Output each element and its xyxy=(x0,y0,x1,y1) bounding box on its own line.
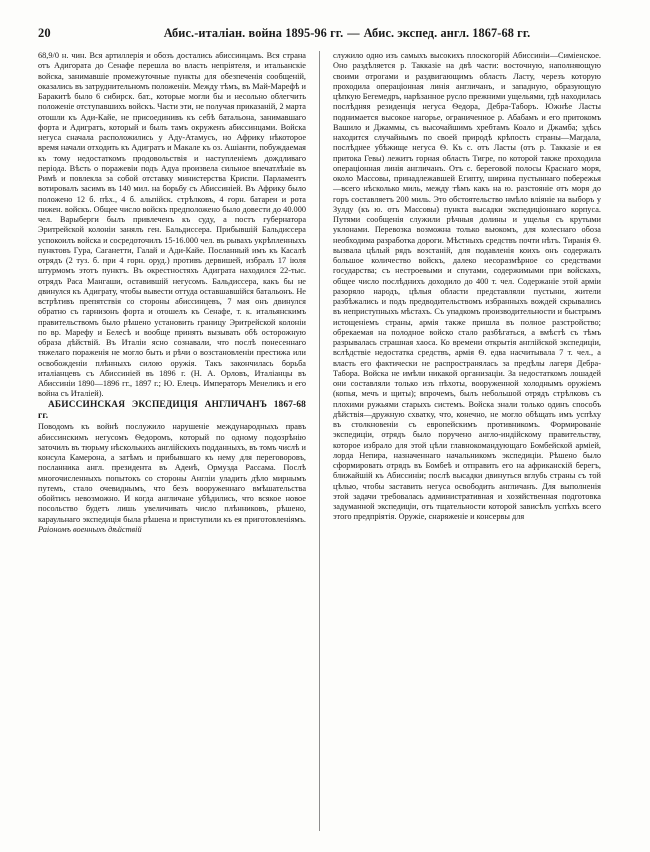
section-body-text: Поводомъ къ войнѣ послужило нарушеніе международныхъ правъ абиссинскимъ негусомъ Ѳедоромъ, который по одному подозрѣнію заточилъ въ тюрьму нѣсколькихъ англійскихъ подданныхъ, въ томъ числѣ и консула Камерона, а затѣмъ и прибывшаго къ нему для переговоровъ, посланника англ. президента въ Адеиѣ, Ормузда Рассама. Послѣ многочисленныхъ попытокъ со стороны Англіи уладить дѣло мирнымъ путемъ, стало очевиднымъ, что безъ вооруженнаго вмѣшательства обойтись невозможно. И когда англичане убѣдились, что всякое новое посольство будетъ лишь увеличивать число плѣнниковъ, рѣшено, караульнаго экспедиція была рѣшена и приступили къ ея приготовленіямъ. xyxy=(38,422,306,524)
running-head-left: Абис.-италіан. война 1895-96 гг. xyxy=(163,26,344,40)
paragraph: служило одно изъ самыхъ высокихъ плоскогорій Абиссиніи—Симіенское. Оно раздѣляется р. Такказіе на двѣ части: восточную, наполняющую своими отрогами и раздвигающимъ область Ласту, черезъ которую проходила операціонная линія англичанъ, и западную, образующую цѣпкую Бегемедръ, нарѣзанное русло прежними ущельями, гдѣ находилась послѣдняя резиденція негуса Ѳедора, Дебра-Таборъ. Южнѣе Ласты поднимается высокое нагорье, ограниченное р. Абабамъ и его притокомъ Вашило и Джаммы, съ высочайшимъ хребтамъ Коало и Джамба; здѣсь находится случайнымъ по своей природѣ крѣпость страны—Магдала, послѣднее убѣжище негуса Ѳ. Къ с. отъ Ласты (отъ р. Такказіе и ея притока Гевы) лежитъ горная область Тигре, по которой также проходила операціонная линія англичанъ. Отъ с. береговой полосы Краснаго моря, около Массовы, принадлежавшей Египту, ширина пустыннаго побережья—всего нѣсколько миль, между тѣмъ какъ на ю. разстояніе отъ моря до горъ составляетъ 200 миль. Это обстоятельство нмѣло вліяніе на выборъ у Зулду (къ ю. отъ Массовы) пункта высадки экспедиціоннаго корпуса. Путями сообщенія служили рѣчныя долины и ущелья съ крутыми уклонами. Перевозка возможна только вьюкомъ, для колеснаго обоза необходима разработка дороги. Мѣстныхъ средствъ почти нѣтъ. Тиранія Ѳ. вызвала цѣлый рядъ возстаній, для подавленія коихъ онъ содержалъ большое количество войскъ, далеко несоразмѣрное со средствами государства; съ нестроевыми и спутами, содержимыми при войскахъ, общее число послѣднихъ доходило до 400 т. чел. Содержаніе этой арміи разоряло народъ, цѣлыя области представляли пустыни, жители разбѣжались и подъ предводительствомъ избранныхъ вождей скрывались въ неприступныхъ мѣстахъ. Съ упадкомъ производительности и быстрымъ истощеніемъ страны, армія также пришла въ полное разстройство; обрекаемая на полодное войско стало разбѣгаться, а вмѣстѣ съ тѣмъ разрывалась страшная хаоса. Ко времени открытія англійской экспедиціи, вслѣдствіе недостатка средствъ, армія Ѳ. едва насчитывала 7 т. чел., а власть его фактически не распространялась за предѣлы лагеря Дебра-Табора. Войска не имѣли никакой организаціи. За недостаткомъ лошадей они составляли только изъ пѣхоты, вооруженной холоднымъ оружіемъ (копья, мечъ и щиты); впрочемъ, былъ небольшой отрядъ стрѣлковъ съ плохими ружьями старыхъ системъ. Войска знали только одинъ способъ дѣйствія—дружную схватку, что, конечно, не могло обѣщать имъ успѣху въ столкновеніи съ европейскимъ противникомъ. Формированіе экспедиціи, отрядъ было поручено англо-индійскому правительству, которое избрало для этой цѣли главнокомандующаго Бомбейской арміей, лорда Непира, назначеннаго начальникомъ экспедиціи. Рѣшено было сформировать отрядъ въ Бомбеѣ и отправить его на африканскій берегъ, ближайшій къ Абиссиніи; послѣ высадки двинуться вглубь страны съ той цѣлью, чтобы заставить негуса освободить англичанъ. Для выполненія этой задачи требовалась административная и хозяйственная подготовка задуманной экспедиціи, отъ тщательности которой зависѣлъ успѣхъ всего этого предпріятія. Оружіе, снаряженіе и консервы для xyxy=(333,51,601,522)
section-heading xyxy=(38,400,306,423)
running-header xyxy=(38,26,612,42)
section-body-italic: Раіономъ военныхъ дѣйствій xyxy=(38,524,142,534)
running-head-right: Абис. экспед. англ. 1867-68 гг. xyxy=(363,26,531,40)
running-head-separator: — xyxy=(347,26,360,40)
right-column xyxy=(320,51,601,831)
section-body xyxy=(38,422,306,535)
two-column-body xyxy=(38,51,612,831)
section-title: АБИССИНСКАЯ ЭКСПЕДИЦІЯ АНГЛИЧАНЪ 1867-68 гг. xyxy=(38,399,306,421)
left-column xyxy=(38,51,320,831)
paragraph: 68,9/0 н. чин. Вся артиллерія и обозъ достались абиссинцамъ. Вся страна отъ Адигората до Сенафе перешла во власть непріятеля, и итальанскіе войска, занимавшіе промежуточные пункты для обезпеченія сообщеній, оказались въ затруднительномъ положеніи. Между тѣмъ, въ Май-Марефѣ и Баракитѣ было 6 сибирск. бат., которые могли бы и несольно облегчить положеніе отступавшихъ войскъ. Части эти, не получая приказаній, 2 марта отошли къ Ади-Кайе, не присоединивъ къ себѣ батальона, занимавшаго форта и Адигратъ, который и былъ тамъ окруженъ абиссинцами. Войска негуса сначала расположились у Аду-Атамусъ, но Африку нѣкоторое время начали отходить къ Адигратъ и Макале къ оз. Ашіанти, побуждаемая къ тому недостаткомъ продовольствія и наступленіемъ дождливаго періода. Вѣсть о поражевіи подъ Адуа произвела сильное впечатлѣніе въ Римѣ и повлекла за собой отставку министерства Криспи. Парламентъ вотировалъ засимъ въ 140 мил. на борьбу съ Абиссиніей. Въ Африку было положено 12 б. пѣх., 4 б. альпійск. стрѣлковъ, 4 горн. батареи и рота пижен. войскъ. Общее число войскъ предположено было довести до 40.000 чел. Варыберги былъ привлеченъ къ суду, а постъ губернатора Эритрейской колоніи занялъ ген. Бальдиссера. Прибывшій Бальдиссера успокоилъ войска и сосредоточилъ 15-16.000 чел. въ рывахъ укрѣпленныхъ пунктовъ Гура, Саганетти, Галай и Ади-Кайе. Посланный имъ къ Касалѣ отрядъ (2 туз. б. при 4 горн. оруд.) противъ дервишей, избралъ 17 іюля штурмомъ этотъ пунктъ. Въ окрестностяхъ Адиграта находился 22-тыс. отрядъ Раса Мангаши, оставившій негусомъ. Бальдиссера, какъ бы не двинулся къ Адиграту, чтобы вывести оттуда оставшавшійся батальонъ. Не встрѣтивъ препятствія со стороны абиссинцевъ, 7 мая онъ двинулся обратно съ гарнизонъ форта и отошелъ къ Сенафе, т. к. итальянскимъ правительствомъ было рѣшено установить границу Эритрейской колоніи по вр. Марефу и Белесѣ и вообще принять вызывать обѣ осторожную образа дѣйствій. Въ Италіи ясно сознавали, что послѣ понесеннаго тяжелаго пораженія не могло быть и рѣчи о возстановленіи престижа или освобожденіи плѣнныхъ силою оружія. Такъ закончилась борьба италіанцевъ съ Абиссиніей въ 1896 г. (Н. А. Орловъ, Италіанцы въ Абиссиніи 1890—1896 гг., 1897 г.; Ю. Елецъ. Императоръ Менеликъ и его война съ Италіей). xyxy=(38,51,306,399)
running-head-text xyxy=(82,26,612,41)
page-number: 20 xyxy=(38,26,51,40)
